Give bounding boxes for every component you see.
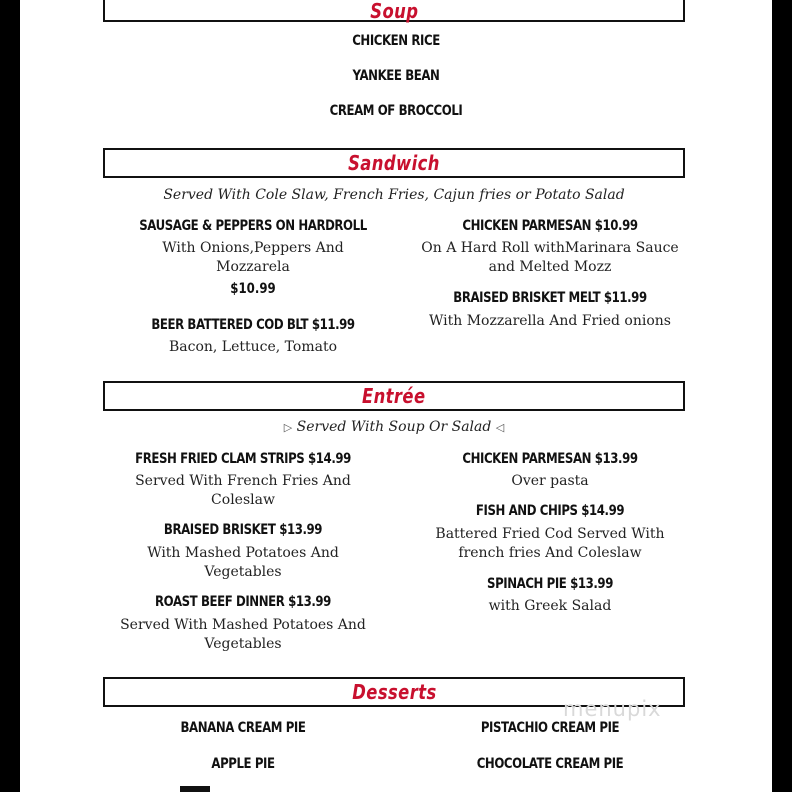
- entree-item-name: FISH AND CHIPS $14.99: [475, 503, 625, 519]
- entree-note-text: Served With Soup Or Salad: [296, 419, 492, 435]
- soup-title: Soup: [369, 0, 419, 23]
- entree-note: [203, 419, 585, 435]
- entree-item-desc: Served With French Fries And: [135, 473, 351, 489]
- entree-item-desc: Over pasta: [511, 473, 589, 489]
- soup-item-3: CREAM OF BROCCOLI: [329, 103, 463, 119]
- entree-item-desc: Vegetables: [204, 564, 282, 580]
- entree-title: Entrée: [362, 384, 426, 408]
- sandwich-item-desc: Mozzarela: [216, 259, 290, 275]
- cropped-bottom-bar: [180, 786, 210, 792]
- sandwich-item-name: SAUSAGE & PEPPERS ON HARDROLL: [139, 218, 367, 234]
- soup-header-box: [103, 0, 685, 22]
- sandwich-item-price: $10.99: [230, 281, 276, 297]
- entree-item-desc: Vegetables: [204, 636, 282, 652]
- menu-page: [20, 0, 772, 792]
- entree-item-desc: Served With Mashed Potatoes And: [120, 617, 366, 633]
- sandwich-title: Sandwich: [348, 151, 440, 175]
- dessert-item: CHOCOLATE CREAM PIE: [476, 756, 624, 772]
- entree-item-name: BRAISED BRISKET $13.99: [163, 522, 323, 538]
- sandwich-note: Served With Cole Slaw, French Fries, Cajun fries or Potato Salad: [163, 187, 625, 203]
- sandwich-item-name: CHICKEN PARMESAN $10.99: [462, 218, 638, 234]
- sandwich-item-desc: With Onions,Peppers And: [162, 240, 344, 256]
- sandwich-item-desc: With Mozzarella And Fried onions: [429, 313, 671, 329]
- arrow-right-icon: ▷: [283, 421, 293, 434]
- sandwich-item-desc: On A Hard Roll withMarinara Sauce: [421, 240, 679, 256]
- entree-header-box: [103, 381, 685, 411]
- entree-item-name: SPINACH PIE $13.99: [487, 576, 613, 592]
- entree-item-desc: With Mashed Potatoes And: [147, 545, 339, 561]
- entree-item-desc: with Greek Salad: [488, 598, 612, 614]
- dessert-item: PISTACHIO CREAM PIE: [480, 720, 620, 736]
- desserts-title: Desserts: [351, 680, 437, 704]
- watermark: menupix: [563, 697, 662, 721]
- soup-item-1: CHICKEN RICE: [352, 33, 440, 49]
- sandwich-item-name: BEER BATTERED COD BLT $11.99: [151, 317, 355, 333]
- dessert-item: BANANA CREAM PIE: [180, 720, 306, 736]
- soup-item-2: YANKEE BEAN: [352, 68, 440, 84]
- entree-item-desc: Battered Fried Cod Served With: [435, 526, 665, 542]
- dessert-item: APPLE PIE: [211, 756, 275, 772]
- entree-item-desc: Coleslaw: [211, 492, 275, 508]
- sandwich-item-desc: Bacon, Lettuce, Tomato: [168, 339, 338, 355]
- entree-item-name: ROAST BEEF DINNER $13.99: [155, 594, 331, 610]
- entree-item-name: CHICKEN PARMESAN $13.99: [462, 451, 638, 467]
- arrow-left-icon: ◁: [495, 421, 505, 434]
- entree-item-name: FRESH FRIED CLAM STRIPS $14.99: [135, 451, 351, 467]
- sandwich-item-desc: and Melted Mozz: [488, 259, 612, 275]
- sandwich-item-name: BRAISED BRISKET MELT $11.99: [453, 290, 647, 306]
- sandwich-header-box: [103, 148, 685, 178]
- entree-item-desc: french fries And Coleslaw: [458, 545, 642, 561]
